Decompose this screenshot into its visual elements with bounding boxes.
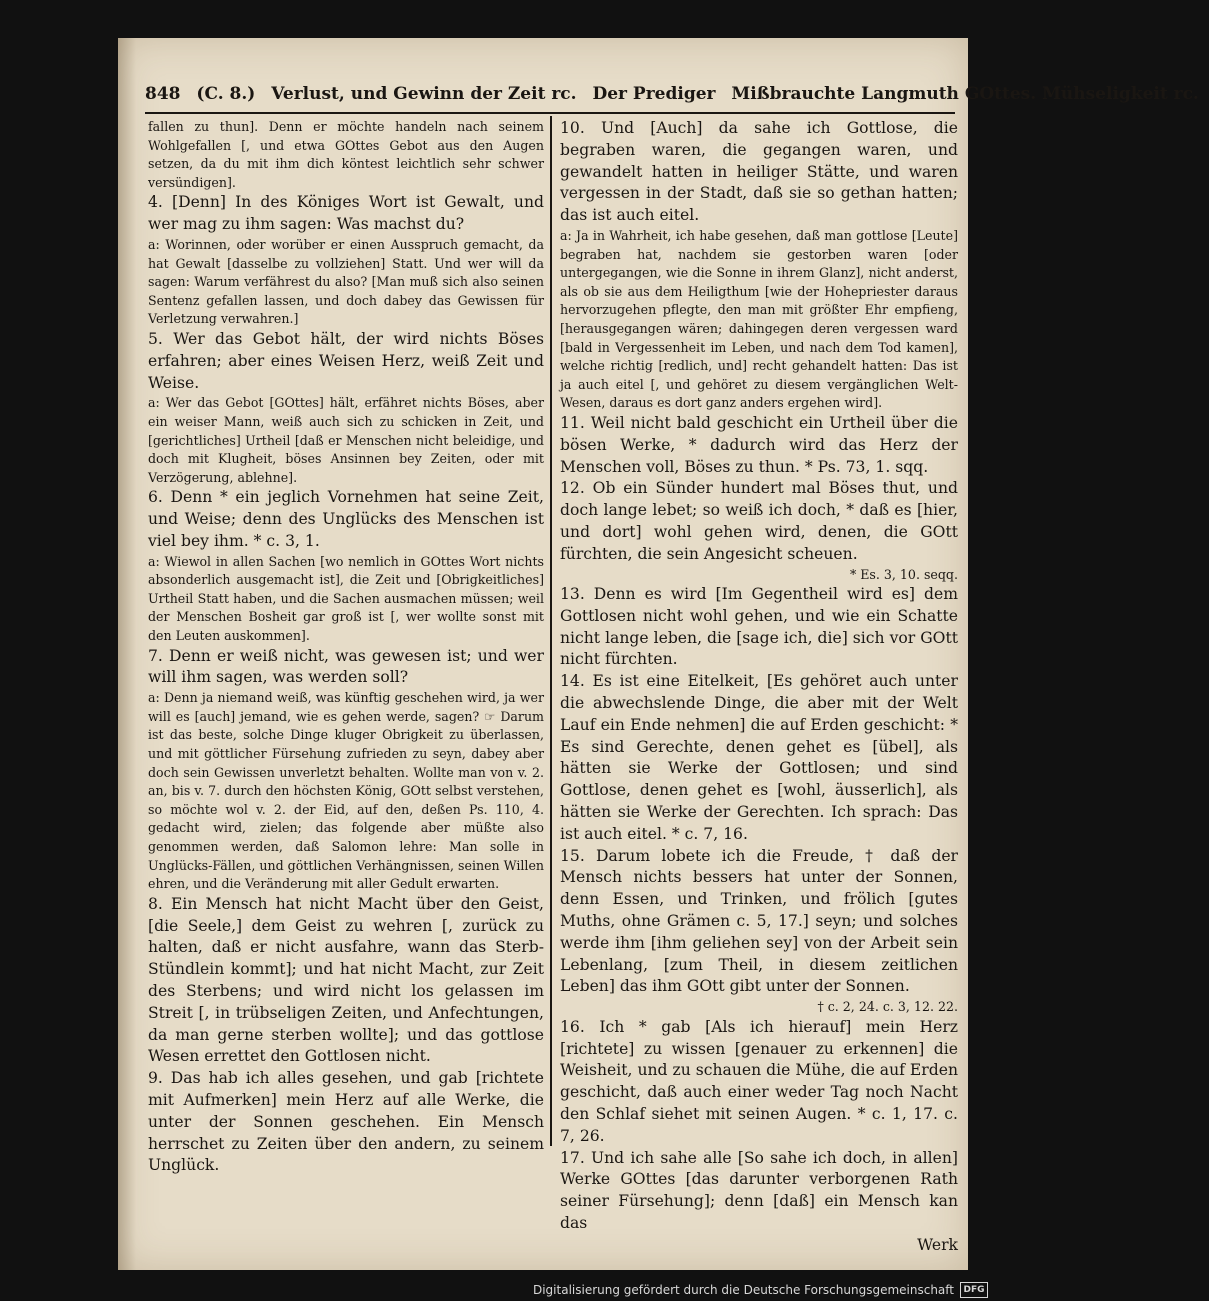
dfg-logo: DFG [960, 1282, 988, 1298]
verse-paragraph: 9. Das hab ich alles gesehen, und gab [richtete mit Aufmerken] mein Herz auf alle Werke, die unter der Sonnen geschehen. Ein Mensch herrschet zu Zeiten über den andern, zu seinem Unglück. [148, 1069, 544, 1175]
digitization-footer [0, 1279, 1000, 1301]
verse-paragraph: 17. Und ich sahe alle [So sahe ich doch, in allen] Werke GOttes [das darunter verborgenen Rath seiner Fürsehung]; denn [daß] ein Mensch kan das [560, 1148, 958, 1232]
note-paragraph: a: Wer das Gebot [GOttes] hält, erfähret nichts Böses, aber ein weiser Mann, weiß auch sich zu schicken in Zeit, und [gerichtliches] Urtheil [daß er Menschen nicht beleidige, und doch mit Klugheit, böses Ansinnen bey Zeiten, oder mit Verzögerung, ablehne]. [148, 395, 544, 485]
verse-paragraph: 10. Und [Auch] da sahe ich Gottlose, die begraben waren, die gegangen waren, und gewandelt hatten in heiliger Stätte, und waren vergessen in der Stadt, daß sie so gethan hatten; das ist auch eitel. [560, 119, 958, 225]
left-column [148, 118, 544, 1177]
verse-paragraph: 11. Weil nicht bald geschicht ein Urtheil über die bösen Werke, * dadurch wird das Herz der Menschen voll, Böses zu thun. * Ps. 73, 1. sqq. [560, 413, 958, 476]
right-running-title: Mißbrauchte Langmuth GOttes. Mühseligkeit rc. [731, 84, 1199, 104]
note-paragraph: a: Wiewol in allen Sachen [wo nemlich in GOttes Wort nichts absonderlich ausgemacht ist], die Zeit und [Obrigkeitliches] Urtheil Statt haben, und die Sachen ausmachen müssen; weil der Menschen Bosheit gar groß ist [, wer wollte sonst mit den Leuten auskommen]. [148, 553, 544, 644]
verse-paragraph: 6. Denn * ein jeglich Vornehmen hat seine Zeit, und Weise; denn des Unglücks des Menschen ist viel bey ihm. * c. 3, 1. [148, 488, 544, 550]
book-title: Der Prediger [592, 84, 716, 104]
column-divider [550, 116, 552, 1146]
right-column [560, 118, 958, 1257]
running-header [145, 84, 1199, 110]
note-paragraph: a: Denn ja niemand weiß, was künftig geschehen wird, ja wer will es [auch] jemand, wie es gehen werde, sagen? ☞ Darum ist das beste, solche Dinge kluger Obrigkeit zu überlassen, und mit göttlicher Fürsehung zufrieden zu seyn, dabey aber doch sein Gewissen unverletzt behalten. Wollte man von v. 2. an, bis v. 7. durch den höchsten König, GOtt selbst verstehen, so möchte wol v. 2. der Eid, auf den, deßen Ps. 110, 4. gedacht wird, zielen; das folgende aber müßte also genommen werden, daß Salomon lehre: Man solle in Unglücks-Fällen, und göttlichen Verhängnissen, seinen Willen ehren, und die Veränderung mit aller Gedult erwarten. [148, 690, 545, 892]
page-number: 848 [145, 84, 181, 104]
cross-reference: * Es. 3, 10. seqq. [849, 566, 958, 582]
note-paragraph: a: Ja in Wahrheit, ich habe gesehen, daß man gottlose [Leute] begraben hat, nachdem sie gestorben waren [oder untergegangen, wie die Sonne in ihrem Glanz], nicht anderst, als ob sie aus dem Heiligthum [wie der Hohepriester daraus hervorzugehen pflegte, den man mit größter Ehr empfieng, [herausgegangen wären; dahingegen deren vergessen ward [bald in Vergessenheit im Leben, und nach dem Tod kamen], welche richtig [redlich, und] recht gehandelt hatten: Das ist ja auch eitel [, und gehöret zu diesem vergänglichen Welt-Wesen, daraus es dort ganz anders ergehen wird]. [560, 227, 958, 411]
verse-paragraph: 16. Ich * gab [Als ich hierauf] mein Herz [richtete] zu wissen [genauer zu erkennen] die Weisheit, und zu schauen die Mühe, die auf Erden geschicht, daß auch einer weder Tag noch Nacht den Schlaf siehet mit seinen Augen. * c. 1, 17. c. 7, 26. [560, 1017, 958, 1145]
verse-paragraph: 8. Ein Mensch hat nicht Macht über den Geist, [die Seele,] dem Geist zu wehren [, zurück zu halten, daß er nicht ausfahre, wann das Sterb-Stündlein kommt]; und hat nicht Macht, zur Zeit des Sterbens; und wird nicht los gelassen im Streit [, in trübseligen Zeiten, und Anfechtungen, da man gerne sterben wollte]; und das gottlose Wesen errettet den Gottlosen nicht. [148, 894, 544, 1066]
funding-notice: Digitalisierung gefördert durch die Deutsche Forschungsgemeinschaft [532, 1283, 954, 1297]
verse-paragraph: 15. Darum lobete ich die Freude, † daß der Mensch nichts bessers hat unter der Sonnen, denn Essen, und Trinken, und frölich [gutes Muths, ohne Grämen c. 5, 17.] seyn; und solches werde ihm [ihm geliehen sey] von der Arbeit sein Lebenlang, [zum Theil, in diesem zeitlichen Leben] das ihm GOtt gibt unter der Sonnen. [560, 846, 958, 996]
header-rule [145, 112, 955, 114]
verse-paragraph: 12. Ob ein Sünder hundert mal Böses thut, und doch lange lebet; so weiß ich doch, * daß es [hier, und dort] wohl gehen wird, denen, die GOtt fürchten, die sein Angesicht scheuen. [560, 479, 958, 563]
section-marker: (C. 8.) [196, 84, 256, 104]
verse-paragraph: 4. [Denn] In des Königes Wort ist Gewalt, und wer mag zu ihm sagen: Was machst du? [148, 193, 544, 234]
catchword: Werk [917, 1235, 958, 1254]
verse-paragraph: 5. Wer das Gebot hält, der wird nichts Böses erfahren; aber eines Weisen Herz, weiß Zeit und Weise. [148, 329, 544, 392]
cross-reference: † c. 2, 24. c. 3, 12. 22. [817, 999, 958, 1015]
verse-paragraph: 7. Denn er weiß nicht, was gewesen ist; und wer will ihm sagen, was werden soll? [148, 646, 544, 687]
left-running-title: Verlust, und Gewinn der Zeit rc. [271, 84, 577, 104]
verse-paragraph: 14. Es ist eine Eitelkeit, [Es gehöret auch unter die abwechslende Dinge, die aber mit der Welt Lauf ein Ende nehmen] die auf Erden geschicht: * Es sind Gerechte, denen gehet es [übel], als hätten sie Werke der Gottlosen; und sind Gottlose, denen gehet es [wohl, äusserlich], als hätten sie Werke der Gerechten. Ich sprach: Das ist auch eitel. * c. 7, 16. [560, 672, 958, 843]
note-paragraph: fallen zu thun]. Denn er möchte handeln nach seinem Wohlgefallen [, und etwa GOttes Gebot aus den Augen setzen, da du mit ihm dich köntest leichtlich sehr schwer versündigen]. [148, 119, 544, 190]
note-paragraph: a: Worinnen, oder worüber er einen Ausspruch gemacht, da hat Gewalt [dasselbe zu vollziehen] Statt. Und wer will da sagen: Warum verfährest du also? [Man muß sich also seinen Sentenz gefallen lassen, und doch dabey das Gewissen für Verletzung verwahren.] [148, 236, 544, 327]
verse-paragraph: 13. Denn es wird [Im Gegentheil wird es] dem Gottlosen nicht wohl gehen, und wie ein Schatte nicht lange leben, die [sage ich, die] sich vor GOtt nicht fürchten. [560, 585, 958, 669]
